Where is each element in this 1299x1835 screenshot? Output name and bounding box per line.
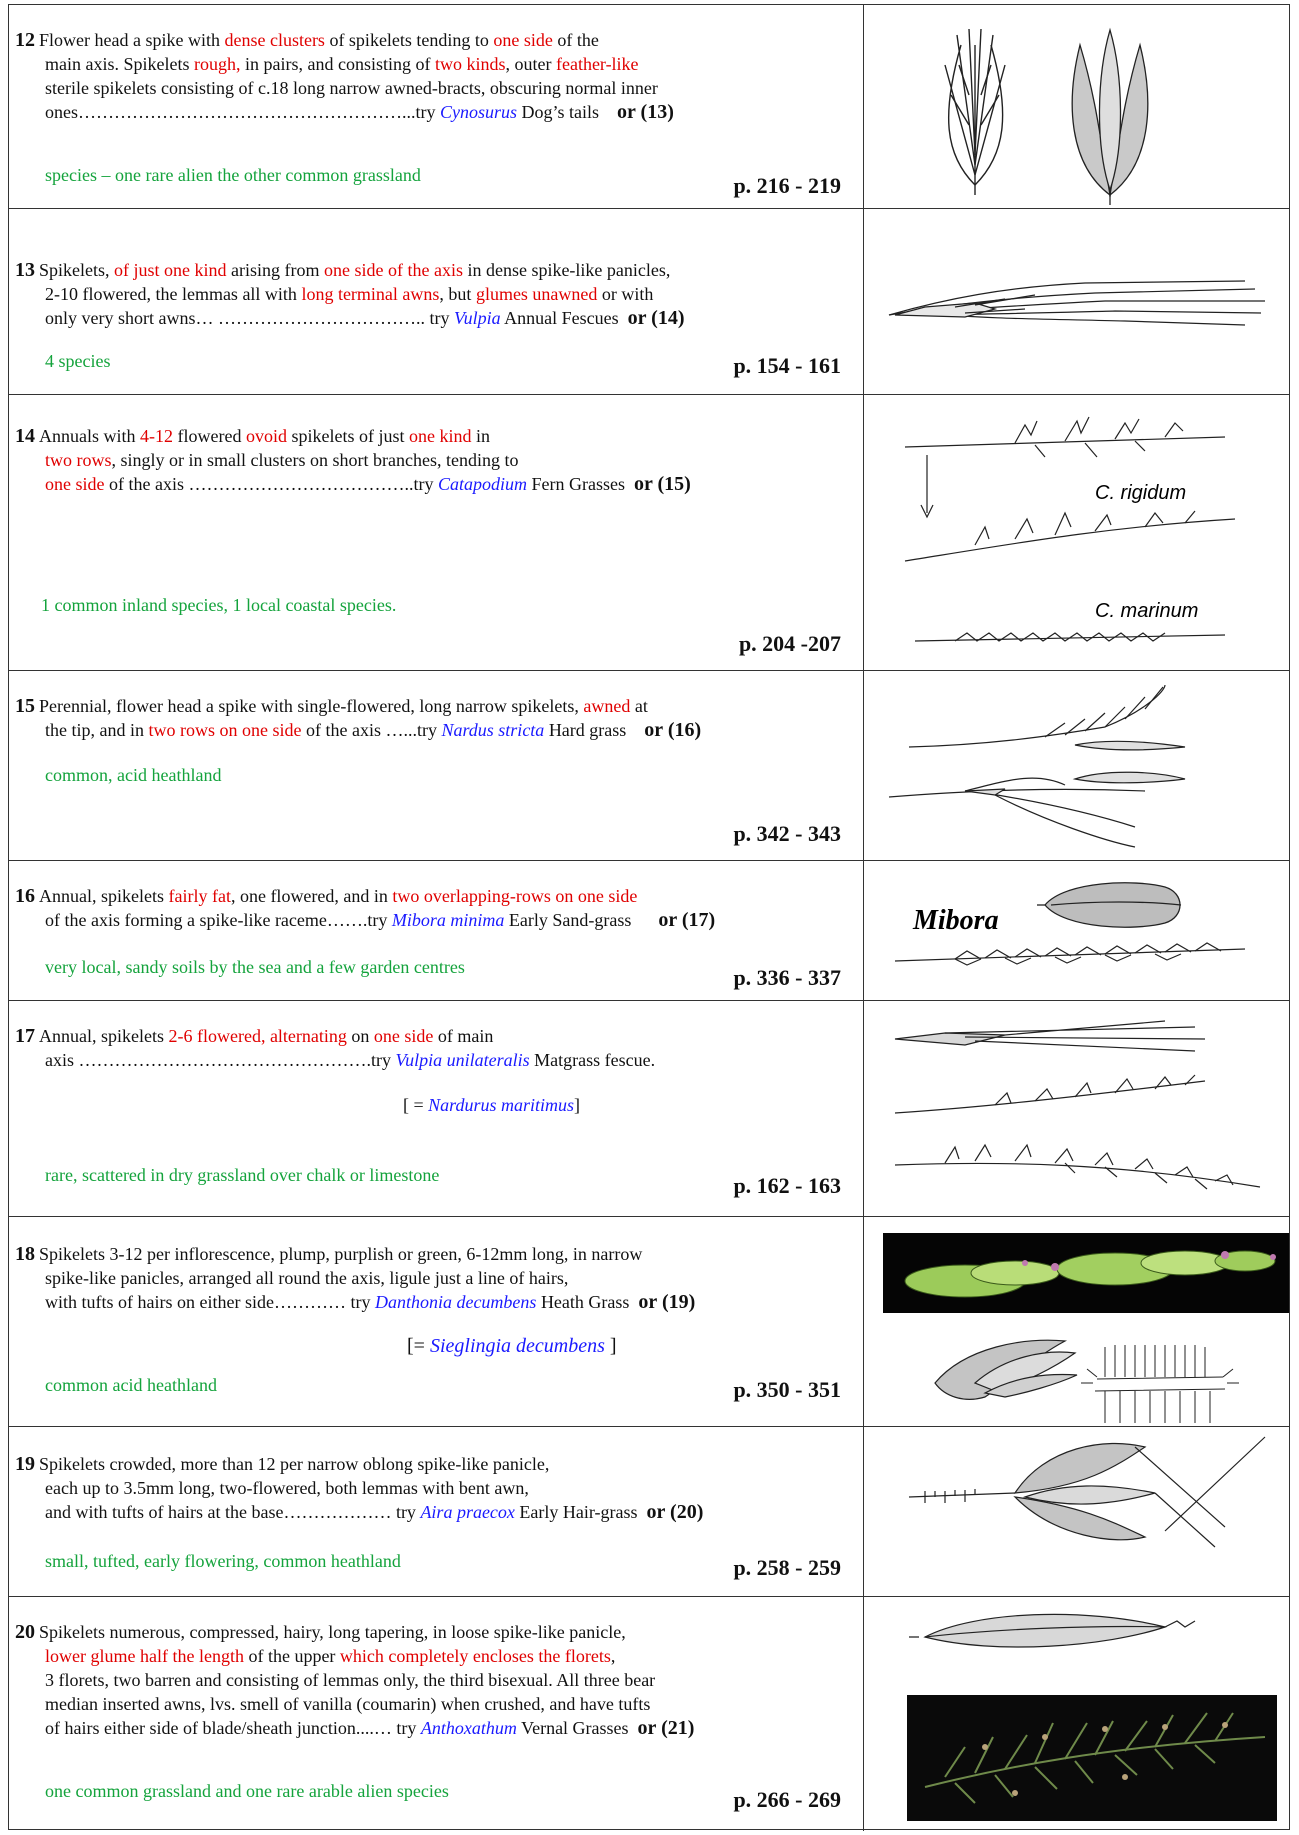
nardus-illustration (865, 671, 1289, 860)
or-reference: or (15) (633, 473, 691, 495)
or-reference: or (21) (637, 1717, 695, 1739)
identification-key-table (8, 4, 1290, 1830)
key-line: each up to 3.5mm long, two-flowered, both lemmas with bent awn, (45, 1478, 529, 1498)
habitat-note: one common grassland and one rare arable alien species (45, 1781, 449, 1801)
or-reference: or (20) (646, 1501, 704, 1523)
couplet-number: 20 (15, 1621, 35, 1643)
or-reference: or (19) (638, 1291, 696, 1313)
genus-link: Aira praecox (420, 1502, 515, 1522)
key-text-cell (9, 671, 864, 860)
couplet-number: 19 (15, 1453, 35, 1475)
key-text-cell (9, 5, 864, 208)
key-row-17 (9, 1001, 1289, 1217)
couplet-number: 12 (15, 29, 35, 51)
catapodium-illustration (865, 395, 1289, 670)
key-line: 14 Annuals with 4-12 flowered ovoid spikelets of just one kind in (15, 425, 490, 447)
genus-link: Nardus stricta (441, 720, 545, 740)
cynosurus-illustration (865, 5, 1289, 208)
key-text-cell (9, 395, 864, 670)
key-line: main axis. Spikelets rough, in pairs, and consisting of two kinds, outer feather-like (45, 54, 639, 74)
key-line: 18 Spikelets 3-12 per inflorescence, plump, purplish or green, 6-12mm long, in narrow (15, 1243, 643, 1265)
page-reference: p. 342 - 343 (733, 821, 841, 846)
habitat-note: rare, scattered in dry grassland over chalk or limestone (45, 1165, 440, 1185)
key-line: only very short awns… …………………………….. try Vulpia Annual Fescues or (14) (45, 307, 685, 329)
genus-link: Anthoxathum (420, 1718, 517, 1738)
key-text-cell (9, 1001, 864, 1216)
key-row-18 (9, 1217, 1289, 1427)
key-text-cell (9, 1597, 864, 1831)
or-reference: or (17) (658, 909, 716, 931)
aira-illustration (865, 1427, 1289, 1596)
key-line: 20 Spikelets numerous, compressed, hairy, long tapering, in loose spike-like panicle, (15, 1621, 626, 1643)
key-text-cell (9, 1427, 864, 1596)
couplet-number: 17 (15, 1025, 35, 1047)
page-reference: p. 154 - 161 (733, 353, 841, 378)
key-line: ones………………………………………………...try Cynosurus Dog’s tails or (13) (45, 101, 674, 123)
habitat-note: species – one rare alien the other common grassland (45, 165, 421, 185)
catapodium-marinum-label: C. marinum (1095, 600, 1199, 622)
key-line: of hairs either side of blade/sheath junction....… try Anthoxathum Vernal Grasses or (21) (45, 1717, 695, 1739)
page-reference: p. 350 - 351 (733, 1377, 841, 1402)
synonym-note: [= Sieglingia decumbens ] (407, 1335, 617, 1357)
key-line: sterile spikelets consisting of c.18 long narrow awned-bracts, obscuring normal inner (45, 78, 658, 98)
couplet-number: 14 (15, 425, 35, 447)
key-row-15 (9, 671, 1289, 861)
key-line: 19 Spikelets crowded, more than 12 per narrow oblong spike-like panicle, (15, 1453, 550, 1475)
or-reference: or (14) (627, 307, 685, 329)
habitat-note: common acid heathland (45, 1375, 217, 1395)
mibora-label: Mibora (913, 905, 999, 936)
key-line: 2-10 flowered, the lemmas all with long terminal awns, but glumes unawned or with (45, 284, 654, 304)
key-row-13 (9, 209, 1289, 395)
key-line: 13 Spikelets, of just one kind arising from one side of the axis in dense spike-like panicles, (15, 259, 671, 281)
genus-link: Mibora minima (391, 910, 505, 930)
key-line: 17 Annual, spikelets 2-6 flowered, alternating on one side of main (15, 1025, 494, 1047)
genus-link: Danthonia decumbens (374, 1292, 537, 1312)
page-reference: p. 336 - 337 (733, 965, 841, 990)
key-text-cell (9, 861, 864, 1000)
key-line: 12 Flower head a spike with dense clusters of spikelets tending to one side of the (15, 29, 599, 51)
key-line: median inserted awns, lvs. smell of vanilla (coumarin) when crushed, and have tufts (45, 1694, 651, 1714)
key-line: with tufts of hairs on either side………… try Danthonia decumbens Heath Grass or (19) (45, 1291, 696, 1313)
key-line: and with tufts of hairs at the base……………… try Aira praecox Early Hair-grass or (20) (45, 1501, 704, 1523)
key-line: the tip, and in two rows on one side of the axis …...try Nardus stricta Hard grass or (16) (45, 719, 702, 741)
couplet-number: 15 (15, 695, 35, 717)
key-line: 16 Annual, spikelets fairly fat, one flowered, and in two overlapping-rows on one side (15, 885, 638, 907)
vulpia-unilateralis-illustration (865, 1001, 1289, 1216)
key-line: spike-like panicles, arranged all round the axis, ligule just a line of hairs, (45, 1268, 569, 1288)
vulpia-illustration (865, 209, 1289, 394)
key-line: one side of the axis ………………………………..try Catapodium Fern Grasses or (15) (45, 473, 691, 495)
key-row-14 (9, 395, 1289, 671)
habitat-note: small, tufted, early flowering, common heathland (45, 1551, 401, 1571)
habitat-note: common, acid heathland (45, 765, 222, 785)
synonym-note: [ = Nardurus maritimus] (403, 1095, 581, 1115)
genus-link: Cynosurus (440, 102, 518, 122)
couplet-number: 16 (15, 885, 35, 907)
key-line: 15 Perennial, flower head a spike with single-flowered, long narrow spikelets, awned at (15, 695, 648, 717)
key-text-cell (9, 1217, 864, 1426)
couplet-number: 13 (15, 259, 35, 281)
page-reference: p. 162 - 163 (733, 1173, 841, 1198)
mibora-illustration (865, 861, 1289, 1000)
genus-link: Vulpia (453, 308, 501, 328)
key-line: 3 florets, two barren and consisting of lemmas only, the third bisexual. All three bear (45, 1670, 656, 1690)
couplet-number: 18 (15, 1243, 35, 1265)
genus-link: Vulpia unilateralis (395, 1050, 530, 1070)
habitat-note: 1 common inland species, 1 local coastal species. (41, 595, 397, 615)
page-reference: p. 216 - 219 (733, 173, 841, 198)
or-reference: or (16) (644, 719, 702, 741)
habitat-note: very local, sandy soils by the sea and a few garden centres (45, 957, 465, 977)
key-text-cell (9, 209, 864, 394)
key-row-19 (9, 1427, 1289, 1597)
key-row-20 (9, 1597, 1289, 1831)
page-reference: p. 266 - 269 (733, 1787, 841, 1812)
page-reference: p. 258 - 259 (733, 1555, 841, 1580)
key-row-12 (9, 5, 1289, 209)
anthoxanthum-illustration (865, 1597, 1289, 1831)
habitat-note: 4 species (45, 351, 111, 371)
key-line: axis ………………………………………….try Vulpia unilateralis Matgrass fescue. (45, 1050, 656, 1070)
key-line: lower glume half the length of the upper which completely encloses the florets, (45, 1646, 616, 1666)
or-reference: or (13) (617, 101, 674, 123)
key-line: two rows, singly or in small clusters on short branches, tending to (45, 450, 519, 470)
key-line: of the axis forming a spike-like raceme…….try Mibora minima Early Sand-grass or (17) (45, 909, 716, 931)
danthonia-illustration (865, 1217, 1289, 1426)
page-reference: p. 204 -207 (738, 631, 841, 656)
genus-link: Catapodium (437, 474, 527, 494)
key-row-16 (9, 861, 1289, 1001)
catapodium-rigidum-label: C. rigidum (1095, 482, 1187, 504)
